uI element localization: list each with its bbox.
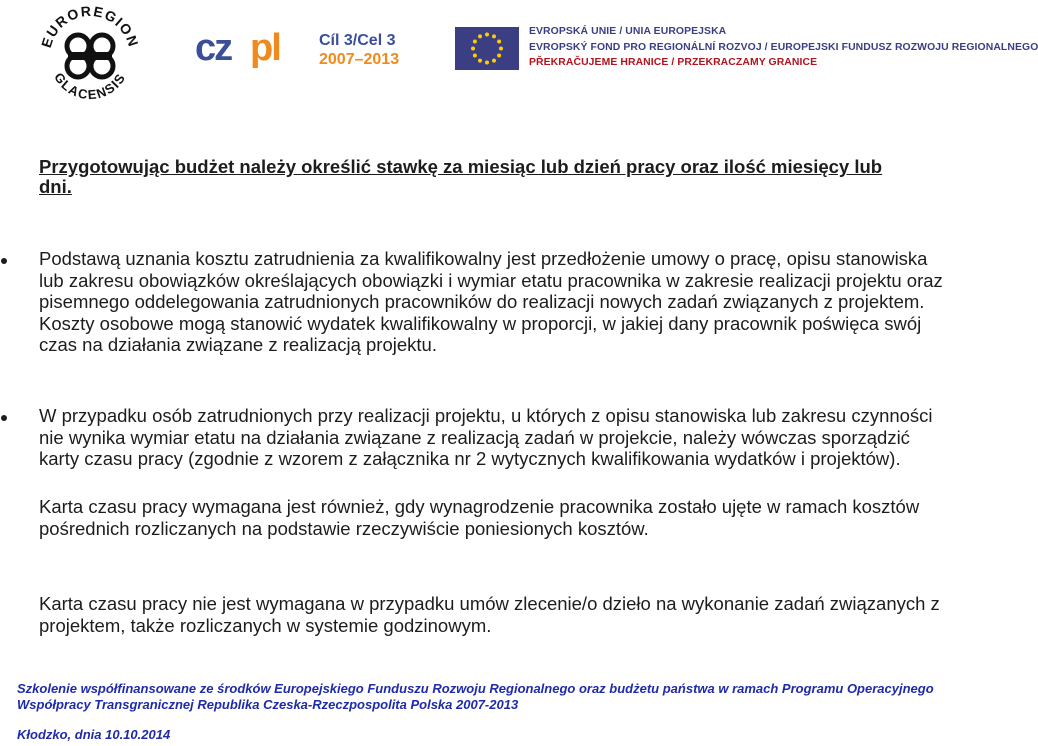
paragraph-employment-conditions: Podstawą uznania kosztu zatrudnienia za kwalifikowalny jest przedłożenie umowy o pracę, opisu stanowiska lub zakresu obowiązków określających obowiązki i wymiar etatu pracownika w zakresie realizacji projektu oraz pisemnego oddelegowania zatrudnionych pracowników do realizacji nowych zadań związanych z projektem. Koszty osobowe mogą stanowić wydatek kwalifikowalny w proporcji, w jakiej dany pracownik poświęca swój czas na działania związane z realizacją projektu. (39, 248, 943, 355)
pl-text: pl (250, 27, 280, 69)
bullet-2-icon (1, 415, 9, 423)
paragraph-timesheet-indirect-costs: Karta czasu pracy wymagana jest również, gdy wynagrodzenie pracownika zostało ujęte w ramach kosztów pośrednich rozliczanych na podstawie rzeczywiście poniesionych kosztów. (39, 496, 920, 539)
eu-line-1: EVROPSKÁ UNIE / UNIA EUROPEJSKA (529, 26, 727, 37)
eu-line-2: EVROPSKÝ FOND PRO REGIONÁLNÍ ROZVOJ / EUROPEJSKI FUNDUSZ ROZWOJU REGIONALNEGO (529, 41, 1038, 53)
euroregion-top-text: EUROREGION (38, 4, 142, 50)
section-heading: Przygotowując budżet należy określić stawkę za miesiąc lub dzień pracy oraz ilość miesięcy lub dni. (39, 156, 883, 197)
eu-text-block (529, 24, 1038, 71)
footer-cofinancing-line1: Szkolenie współfinansowane ze środków Europejskiego Funduszu Rozwoju Regionalnego oraz budżetu państwa w ramach Programu Operacyjnego (17, 681, 934, 696)
program-line2: 2007–2013 (319, 51, 400, 68)
eu-line-3: PŘEKRAČUJEME HRANICE / PRZEKRACZAMY GRANICE (529, 57, 818, 68)
footer-date: Kłodzko, dnia 10.10.2014 (17, 727, 171, 742)
euroregion-glacensis-logo (38, 4, 142, 108)
paragraph-timesheet-not-required: Karta czasu pracy nie jest wymagana w przypadku umów zlecenie/o dzieło na wykonanie zadań związanych z projektem, także rozliczanych w systemie godzinowym. (39, 593, 940, 636)
footer-cofinancing-line2: Współpracy Transgranicznej Republika Czeska-Rzeczpospolita Polska 2007-2013 (17, 697, 519, 712)
eu-flag-icon (455, 27, 519, 70)
cz-text: cz (195, 27, 232, 69)
euroregion-bottom-text: GLACENSIS (51, 69, 129, 103)
bullet-1-icon (1, 258, 9, 266)
program-line1: Cíl 3/Cel 3 (319, 32, 396, 49)
eu-logo (455, 24, 1038, 74)
euroregion-emblem-icon (67, 35, 113, 77)
svg-text:GLACENSIS (51, 70, 129, 102)
czpl-program-logo (195, 26, 400, 70)
paragraph-timesheet-requirement: W przypadku osób zatrudnionych przy realizacji projektu, u których z opisu stanowiska lub zakresu czynności nie wynika wymiar etatu na działania związane z realizacją zadań w projekcie, należy wówczas sporządzić karty czasu pracy (zgodnie z wzorem z załącznika nr 2 wytycznych kwalifikowania wydatków i projektów). (39, 405, 933, 469)
